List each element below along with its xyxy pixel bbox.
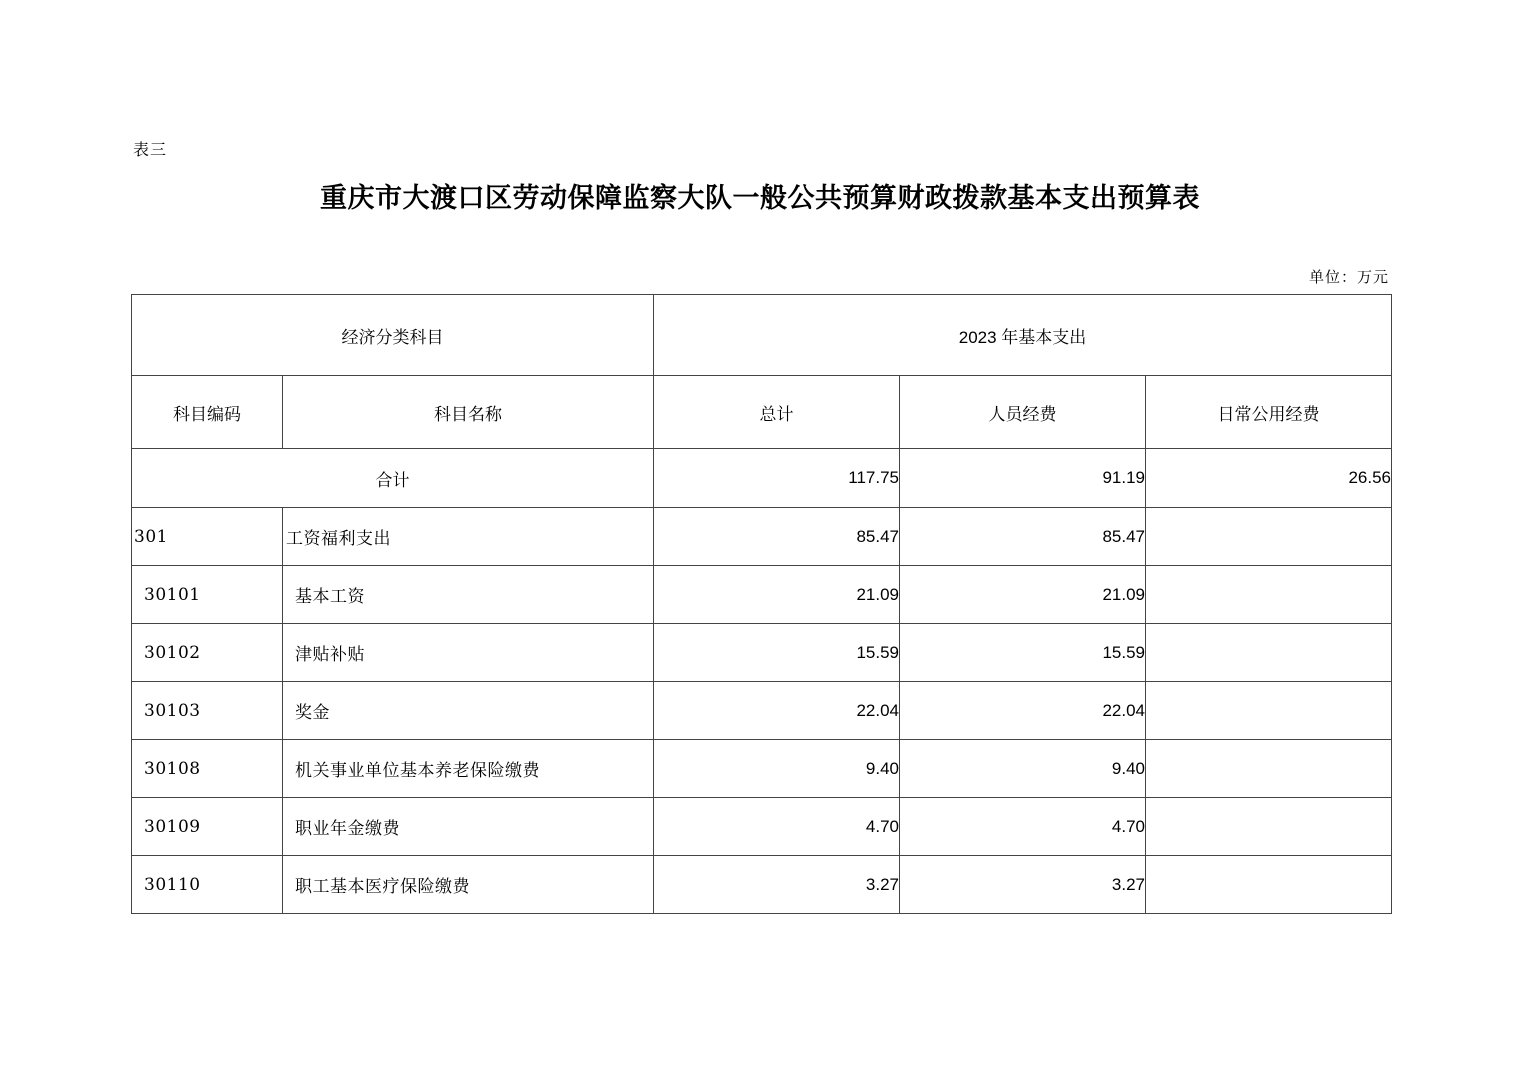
row-personnel: 15.59 — [900, 624, 1146, 682]
row-name: 基本工资 — [283, 566, 654, 624]
row-code: 30108 — [132, 740, 283, 798]
row-name: 工资福利支出 — [283, 508, 654, 566]
row-name: 奖金 — [283, 682, 654, 740]
header-name: 科目名称 — [283, 376, 654, 449]
summary-label: 合计 — [132, 449, 654, 508]
row-personnel: 9.40 — [900, 740, 1146, 798]
row-code: 30103 — [132, 682, 283, 740]
table-row — [132, 798, 1392, 856]
row-code: 301 — [132, 508, 283, 566]
row-code: 30101 — [132, 566, 283, 624]
header-economic-category: 经济分类科目 — [132, 295, 654, 376]
row-personnel: 85.47 — [900, 508, 1146, 566]
header-row-primary — [132, 295, 1392, 376]
row-daily — [1146, 682, 1392, 740]
row-personnel: 22.04 — [900, 682, 1146, 740]
table-row — [132, 624, 1392, 682]
row-name: 职业年金缴费 — [283, 798, 654, 856]
row-total: 21.09 — [654, 566, 900, 624]
row-total: 22.04 — [654, 682, 900, 740]
row-daily — [1146, 566, 1392, 624]
row-code: 30110 — [132, 856, 283, 914]
row-daily — [1146, 798, 1392, 856]
table-row — [132, 740, 1392, 798]
row-code: 30102 — [132, 624, 283, 682]
budget-table — [131, 294, 1392, 914]
row-daily — [1146, 856, 1392, 914]
page-title: 重庆市大渡口区劳动保障监察大队一般公共预算财政拨款基本支出预算表 — [320, 183, 1200, 214]
row-daily — [1146, 624, 1392, 682]
header-year-basic-expenditure: 2023 年基本支出 — [654, 295, 1392, 376]
row-total: 15.59 — [654, 624, 900, 682]
row-code: 30109 — [132, 798, 283, 856]
row-total: 4.70 — [654, 798, 900, 856]
row-daily — [1146, 508, 1392, 566]
summary-row — [132, 449, 1392, 508]
row-name: 机关事业单位基本养老保险缴费 — [283, 740, 654, 798]
table-row — [132, 508, 1392, 566]
summary-daily: 26.56 — [1146, 449, 1392, 508]
row-personnel: 21.09 — [900, 566, 1146, 624]
row-total: 85.47 — [654, 508, 900, 566]
row-daily — [1146, 740, 1392, 798]
row-name: 津贴补贴 — [283, 624, 654, 682]
header-code: 科目编码 — [132, 376, 283, 449]
table-row — [132, 682, 1392, 740]
summary-total: 117.75 — [654, 449, 900, 508]
header-total: 总计 — [654, 376, 900, 449]
row-total: 3.27 — [654, 856, 900, 914]
table-label: 表三 — [133, 140, 168, 159]
row-name: 职工基本医疗保险缴费 — [283, 856, 654, 914]
table-row — [132, 856, 1392, 914]
unit-label: 单位：万元 — [1308, 268, 1389, 286]
summary-personnel: 91.19 — [900, 449, 1146, 508]
table-row — [132, 566, 1392, 624]
header-personnel: 人员经费 — [900, 376, 1146, 449]
row-personnel: 4.70 — [900, 798, 1146, 856]
row-total: 9.40 — [654, 740, 900, 798]
header-daily: 日常公用经费 — [1146, 376, 1392, 449]
row-personnel: 3.27 — [900, 856, 1146, 914]
header-row-secondary — [132, 376, 1392, 449]
